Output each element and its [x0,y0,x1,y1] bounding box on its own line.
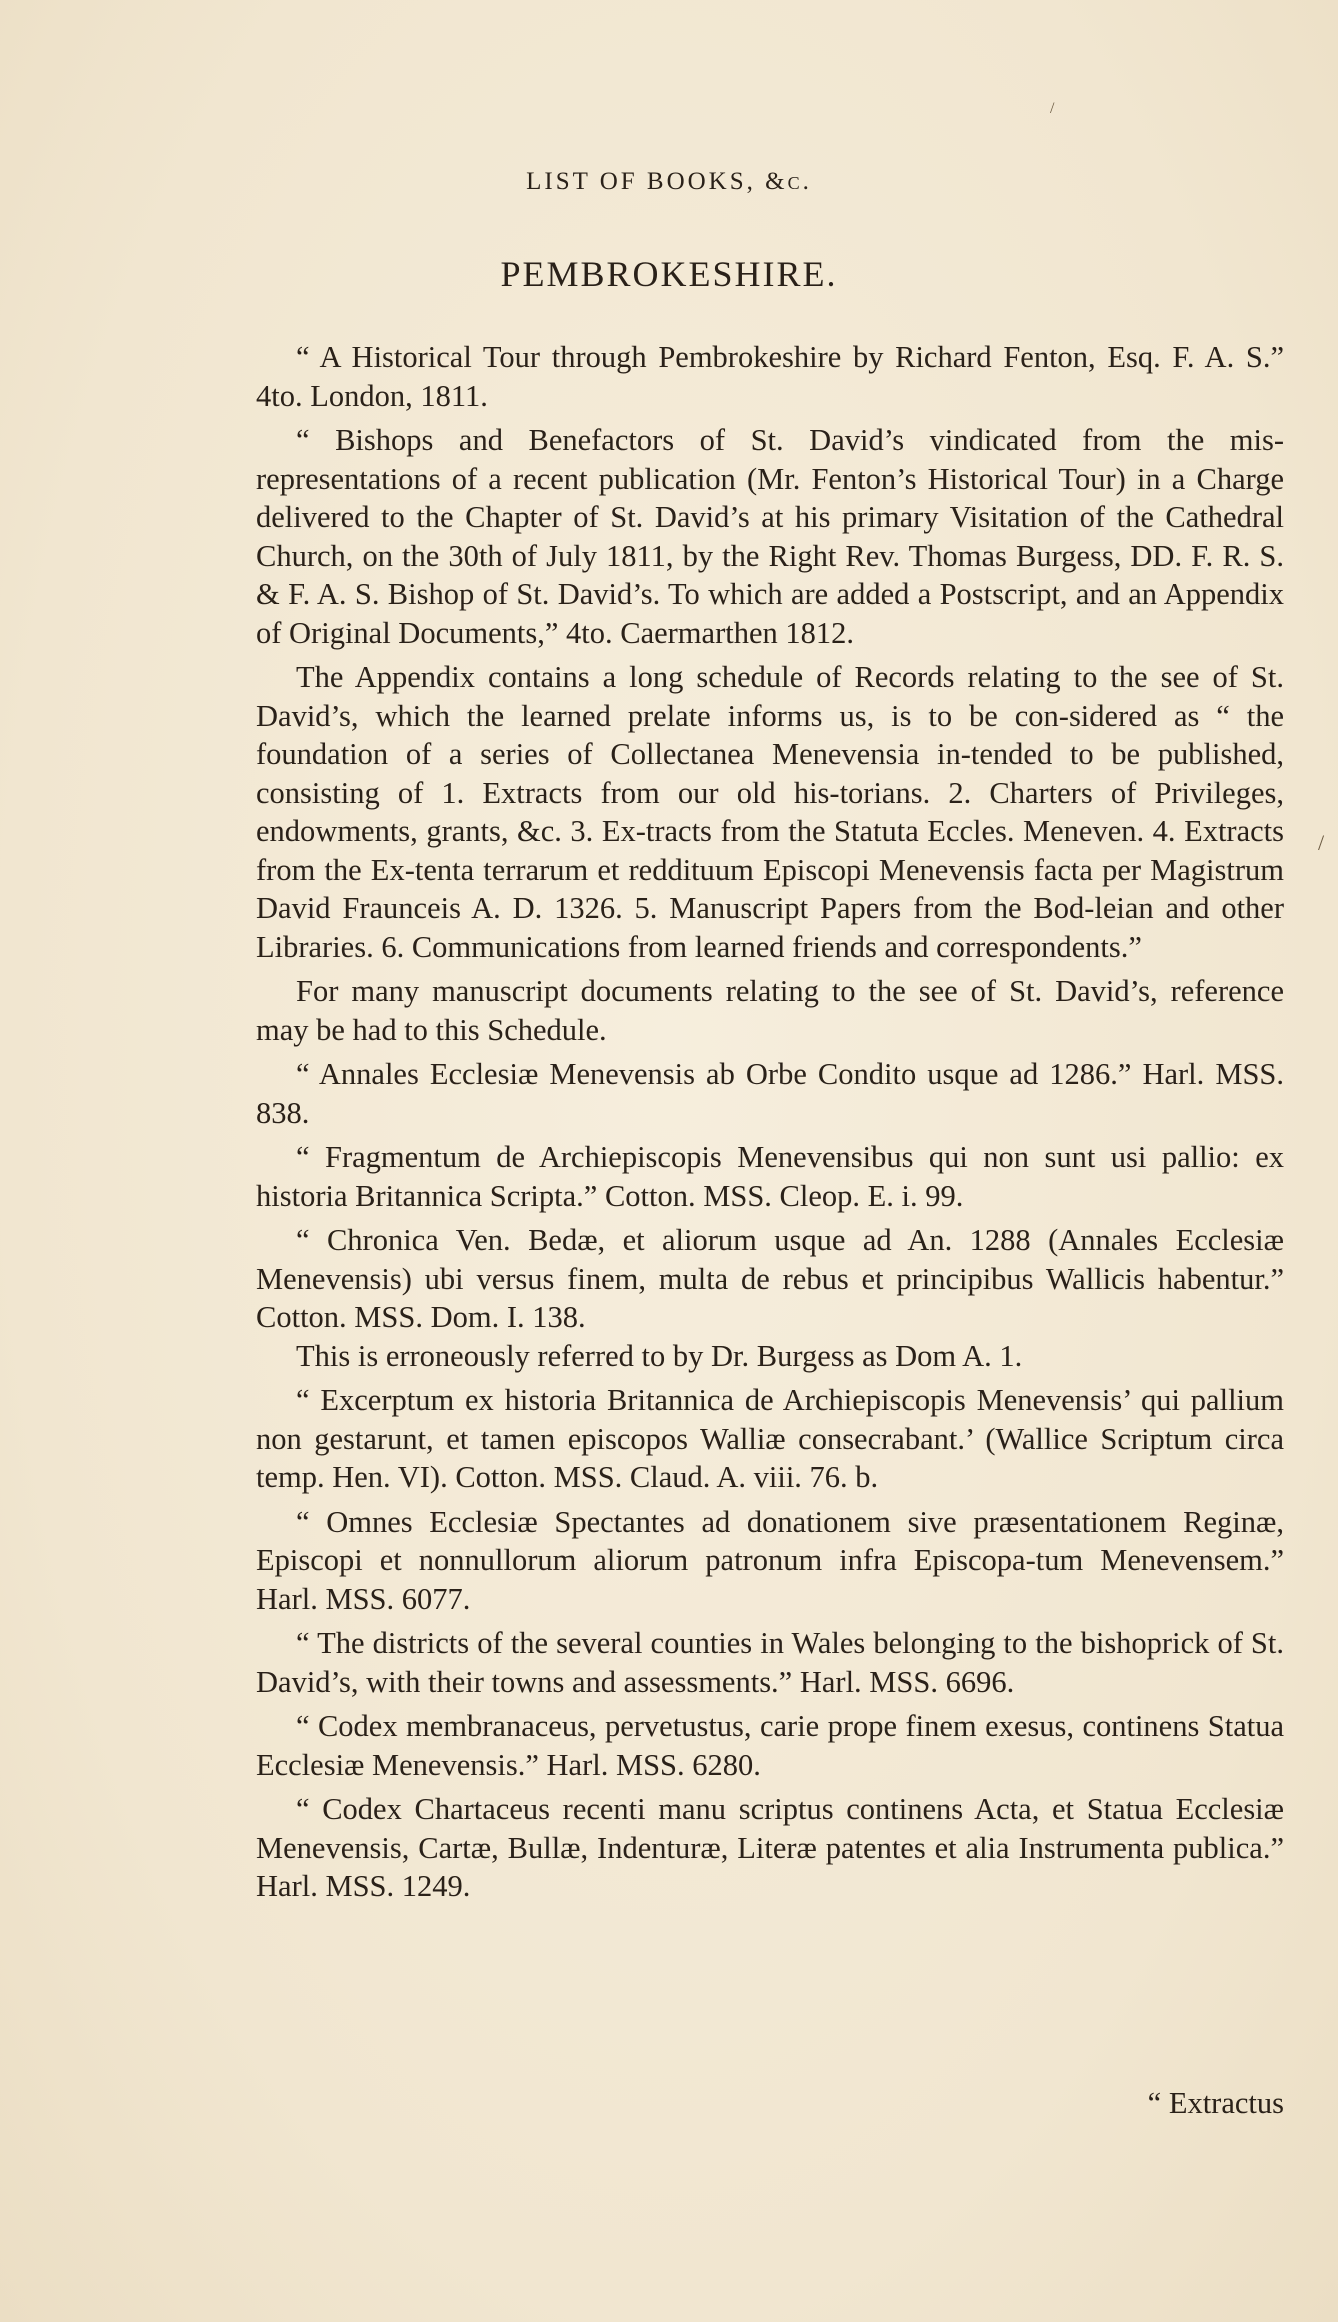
running-head: LIST OF BOOKS, &c. [526,168,812,195]
entry-annales: “ Annales Ecclesiæ Menevensis ab Orbe Condito usque ad 1286.” Harl. MSS. 838. [256,1057,1284,1130]
entry-chronica: “ Chronica Ven. Bedæ, et aliorum usque ad An. 1288 (Annales Ecclesiæ Menevensis) ubi versus finem, multa de rebus et principibus Wallicis habentur.” Cotton. MSS. Dom. I. 138. [256,1223,1284,1334]
entry-omnes-ecclesiae: “ Omnes Ecclesiæ Spectantes ad donationem sive præsentationem Reginæ, Episcopi et nonnullorum aliorum patronum infra Episcopa-tum Menevensem.” Harl. MSS. 6077. [256,1504,1284,1616]
entry-codex-chartaceus: “ Codex Chartaceus recenti manu scriptus continens Acta, et Statua Ecclesiæ Menevensis, Cartæ, Bullæ, Indenturæ, Literæ patentes et alia Instrumenta publica.” Harl. MSS. 1249. [256,1792,1284,1903]
entry-excerptum: “ Excerptum ex historia Britannica de Archiepiscopis Menevensis’ qui pallium non gestarunt, et tamen episcopos Walliæ consecrabant.’ (Wallice Scriptum circa temp. Hen. VI). Cotton. MSS. Claud. A. viii. 76. b. [256,1383,1284,1494]
appendix-description: The Appendix contains a long schedule of Records relating to the see of St. David’s, which the learned prelate informs us, is to be con-sidered as “ the foundation of a series of Collectanea Menevensia in-tended to be published, consisting of 1. Extracts from our old his-torians. 2. Charters of Privileges, endowments, grants, &c. 3. Ex-tracts from the Statuta Eccles. Meneven. 4. Extracts from the Ex-tenta terrarum et reddituum Episcopi Menevensis facta per Magistrum David Fraunceis A. D. 1326. 5. Manuscript Papers from the Bod-leian and other Libraries. 6. Communications from learned friends and correspondents.” [256,660,1284,964]
margin-mark: / [1050,100,1055,117]
margin-mark: / [1318,830,1325,855]
body-text [256,338,1284,1912]
entry-fenton-tour: “ A Historical Tour through Pembrokeshire by Richard Fenton, Esq. F. A. S.” 4to. London, 1811. [256,340,1284,413]
erratum-note: This is erroneously referred to by Dr. Burgess as Dom A. 1. [296,1338,1023,1373]
catchword: “ Extractus [1147,2086,1284,2120]
section-title: PEMBROKESHIRE. [500,254,838,294]
entry-burgess-charge: “ Bishops and Benefactors of St. David’s vindicated from the mis-representations of a recent publication (Mr. Fenton’s Historical Tour) in a Charge delivered to the Chapter of St. David’s at his primary Visitation of the Cathedral Church, on the 30th of July 1811, by the Right Rev. Thomas Burgess, DD. F. R. S. & F. A. S. Bishop of St. David’s. To which are added a Postscript, and an Appendix of Original Documents,” 4to. Caermarthen 1812. [256,423,1284,650]
entry-codex-membranaceus: “ Codex membranaceus, pervetustus, carie prope finem exesus, continens Statua Ecclesiæ Menevensis.” Harl. MSS. 6280. [256,1709,1284,1782]
entry-fragmentum: “ Fragmentum de Archiepiscopis Menevensibus qui non sunt usi pallio: ex historia Britannica Scripta.” Cotton. MSS. Cleop. E. i. 99. [256,1140,1284,1213]
entry-districts: “ The districts of the several counties in Wales belonging to the bishoprick of St. David’s, with their towns and assessments.” Harl. MSS. 6696. [256,1626,1284,1699]
schedule-note: For many manuscript documents relating to the see of St. David’s, reference may be had to this Schedule. [256,974,1284,1047]
